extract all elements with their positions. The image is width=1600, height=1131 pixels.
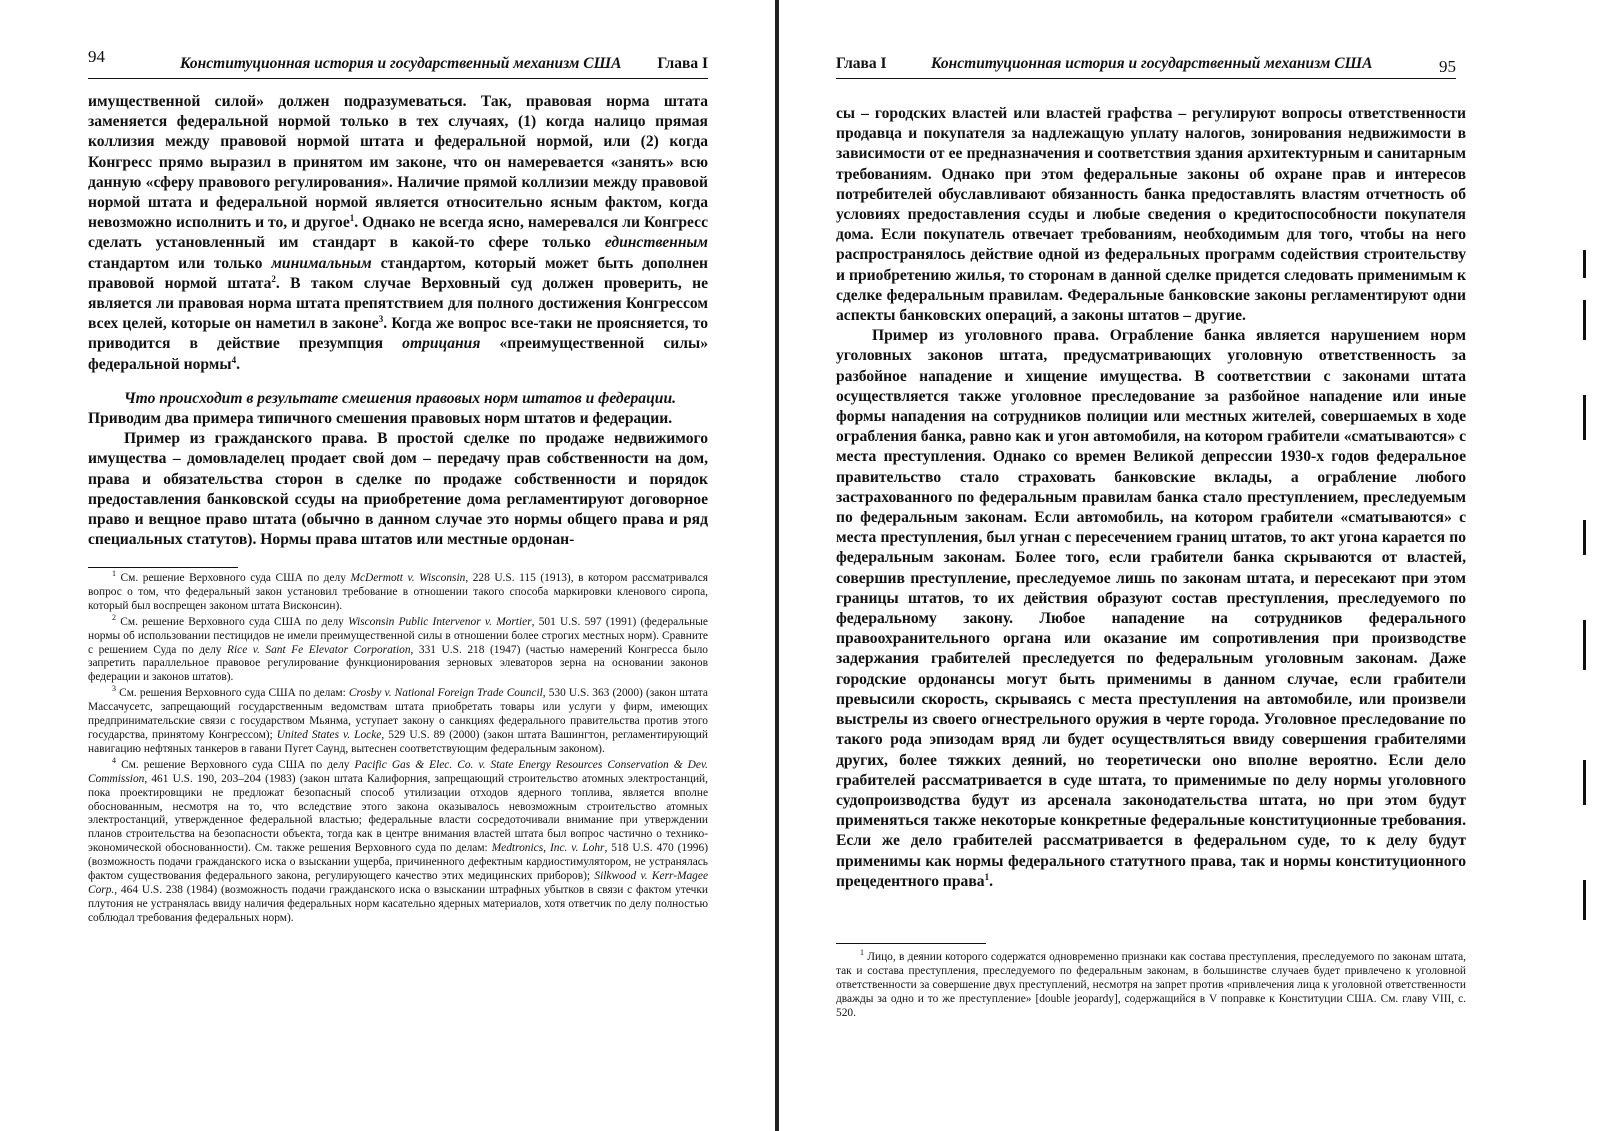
footnote-ref[interactable]: 4 xyxy=(231,354,237,365)
header-rule xyxy=(836,78,1456,79)
running-title: Конституционная история и государственный механизм США xyxy=(931,55,1373,72)
paragraph: Пример из уголовного права. Ограбление банка является нарушением норм уголовных законов штата, предусматривающих уголовную ответственность за разбойное нападение и хищение имущества. В соответствии с законами штата осуществляется также уголовное преследование за разбойное нападение или иные формы нападения на сотрудников полиции или местных жителей, совершаемых в ходе ограбления банка, равно как и угон автомобиля, на котором грабители «сматываются» с места преступления. Однако со времен Великой депрессии 1930-х годов федеральное правительство стало страховать банковские вклады, а ограбление любого застрахованного по федеральным правилам банка стало преступлением, преследуемым по федеральным законам. Если автомобиль, на котором грабители «сматываются» с места преступления, был угнан с пересечением границ штатов, то акт угона карается по федеральным законам. Более того, если грабители банка скрываются от властей, совершив преступление, преследуемое лишь по законам штата, и пересекают при этом границы штатов, то их действия образуют состав преступления, преследуемого по федеральному закону. Любое нападение на сотрудников федерального правоохранительного органа или оказание им сопротивления при производстве задержания грабителей преследуется по федеральным уголовным законам. Даже городские ордонансы могут быть применимы в данном случае, если грабители превысили скорость, скрываясь с места преступления на автомобиле, или произвели выстрелы из своего огнестрельного оружия в черте города. Уголовное преследование по такого рода эпизодам вряд ли будет осуществляться ввиду совершения грабителями других, более тяжких деяний, но теоретически оно вполне вероятно. Если дело грабителей рассматривается в суде штата, то применимые по делу нормы уголовного судопроизводства будут из арсенала законодательства штата, но при этом будут применяться также некоторые конкретные федеральные конституционные требования. Если же дело грабителей рассматривается в федеральном суде, то к делу будут применимы как нормы федерального статутного права, так и нормы конституционного прецедентного права$^1$. xyxy=(836,327,1466,890)
footnotes xyxy=(836,948,1466,1023)
chapter-label: Глава I xyxy=(836,55,887,72)
header-rule xyxy=(88,78,708,79)
footnote: $^1$ Лицо, в деянии которого содержатся одновременно признаки как состава преступления, преследуемого по законам штата, так и состава преступления, преследуемого по федеральным законам, в большинстве случаев будет привлечено к уголовной ответственности за совершение двух преступлений, несмотря на запрет против «привлечения лица к уголовной ответственности дважды за одно и то же преступление» [double jeopardy], содержащийся в V поправке к Конституции США. См. главу VIII, с. 520. xyxy=(836,948,1466,1019)
book-gutter xyxy=(775,0,779,1131)
footnote: $^3$ См. решения Верховного суда США по делам: Crosby v. National Foreign Trade Council, 530 U.S. 363 (2000) (закон штата Массачусетс, запрещающий государственным ведомствам штата приобретать товары или услуги у фирм, имеющих предпринимательские связи с государством Мьянма, уступает закону о санкциях федерального правительства против этого государства, принятому Конгрессом); United States v. Locke, 529 U.S. 89 (2000) (закон штата Вашингтон, регламентирующий навигацию нефтяных танкеров в гавани Пугет Саунд, вытеснен соответствующим федеральным законом). xyxy=(88,684,708,755)
paragraph: Приводим два примера типичного смешения правовых норм штатов и федерации. xyxy=(88,410,673,428)
footnote-ref[interactable]: 3 xyxy=(378,314,384,325)
footnote-ref[interactable]: 1 xyxy=(349,213,355,224)
running-title: Конституционная история и государственный механизм США xyxy=(180,55,622,72)
footnote-ref[interactable]: 2 xyxy=(271,273,276,284)
page-number: 94 xyxy=(88,47,105,66)
footnote-rule xyxy=(836,943,986,944)
footnote: $^2$ См. решение Верховного суда США по делу Wisconsin Public Intervenor v. Mortier, 501 U.S. 597 (1991) (федеральные нормы об использовании пестицидов не имели преимущественной силы в отношении более строгих местных норм). Сравните с решением Суда по делу Rice v. Sant Fe Elevator Corporation, 331 U.S. 218 (1947) (частью намерений Конгресса было запретить параллельное правовое регулирование функционирования зерновых элеваторов зерна на основании законов федерации и законов штатов). xyxy=(88,612,708,684)
footnote: $^1$ См. решение Верховного суда США по делу McDermott v. Wisconsin, 228 U.S. 115 (1913), в котором рассматривался вопрос о том, что федеральный закон установил требование в отношении такого способа маркировки кленового сиропа, который был воспрещен законом штата Висконсин). xyxy=(88,569,708,612)
footnote-ref[interactable]: 1 xyxy=(984,871,990,882)
right-page xyxy=(780,0,1600,1131)
body-text xyxy=(88,92,708,550)
left-page xyxy=(0,0,775,1131)
chapter-label: Глава I xyxy=(657,55,708,72)
running-head xyxy=(836,47,1456,79)
footnote: $^4$ См. решение Верховного суда США по делу Pacific Gas & Elec. Co. v. State Energy Resources Conservation & Dev. Commission, 461 U.S. 190, 203–204 (1983) (закон штата Калифорния, запрещающий строительство атомных электростанций, пока проектировщики не предложат безопасный способ утилизации отходов ядерного топлива, является вполне обоснованным, несмотря на то, что вследствие этого закона оказывалось невозможным строительство атомных электростанций, утвержденное федеральной властью; федеральные власти сосредоточивали внимание при утверждении планов строительства на безопасности объекта, тогда как в центре внимания властей штата был вопрос частично о технико-экономической обоснованности). См. также решения Верховного суда по делам: Medtronics, Inc. v. Lohr, 518 U.S. 470 (1996) (возможность подачи гражданского иска о взыскании ущерба, причиненного дефектным кардиостимулятором, не устранялась фактом существования федерального закона, регулирующего качество этих медицинских приборов); Silkwood v. Kerr-Magee Corp., 464 U.S. 238 (1984) (возможность подачи гражданского иска о взыскании штрафных убытков в связи с фактом утечки плутония не устранялась ввиду наличия федеральных норм касательно ядерных материалов, хотя ответчик по делу полностью соблюдал требования федеральных норм). xyxy=(88,755,709,924)
paragraph: сы – городских властей или властей графства – регулируют вопросы ответственности продавца и покупателя за надлежащую уплату налогов, зонирования недвижимости в зависимости от ее предназначения и соответствия здания архитектурным и санитарным требованиям. Однако при этом федеральные законы об охране прав и интересов потребителей обуславливают обязанность банка предоставлять властям отчетность об условиях предоставления ссуды и любые сведения о кредитоспособности покупателя дома. Если покупатель отвечает требованиям, необходимым для того, чтобы на него распространялось действие одной из федеральных программ содействия строительству и приобретению жилья, то сторонам в данной сделке придется следовать применимым к сделке федеральным правилам. Федеральные банковские законы регламентируют одни аспекты банковских операций, а законы штатов – другие. xyxy=(836,105,1466,325)
subheading: Что происходит в результате смешения правовых норм штатов и федерации. xyxy=(124,389,677,407)
footnotes xyxy=(88,569,709,928)
footnote-rule xyxy=(88,567,238,568)
running-head xyxy=(88,47,708,79)
paragraph: имущественной силой» должен подразумеваться. Так, правовая норма штата заменяется федеральной нормой только в тех случаях, (1) когда налицо прямая коллизия между правовой нормой штата и федеральной нормой, или (2) когда Конгресс прямо выразил в принятом им законе, что он намеревается «занять» всю данную «сферу правового регулирования». Наличие прямой коллизии между правовой нормой штата и федеральной нормой является относительно ясным фактом, когда невозможно исполнить и то, и другое$^1$. Однако не всегда ясно, намеревался ли Конгресс сделать установленный им стандарт в какой-то сфере только единственным стандартом или только минимальным стандартом, который может быть дополнен правовой нормой штата$^2$. В таком случае Верховный суд должен проверить, не является ли правовая норма штата препятствием для полного достижения Конгрессом всех целей, которые он наметил в законе$^3$. Когда же вопрос все-таки не проясняется, то приводится в действие презумпция отрицания «преимущественной силы» федеральной нормы$^4$. xyxy=(88,93,708,373)
body-text xyxy=(836,104,1466,892)
page-number: 95 xyxy=(1439,57,1456,76)
paragraph: Пример из гражданского права. В простой сделке по продаже недвижимого имущества – домовладелец продает свой дом – передачу прав собственности на дом, права и обязательства сторон в сделке по продаже собственности и порядок предоставления банковской ссуды на приобретение дома регламентируют договорное право и вещное право штата (обычно в данном случае это нормы общего права и ряд специальных статутов). Нормы права штатов или местные ордонан- xyxy=(88,430,708,549)
